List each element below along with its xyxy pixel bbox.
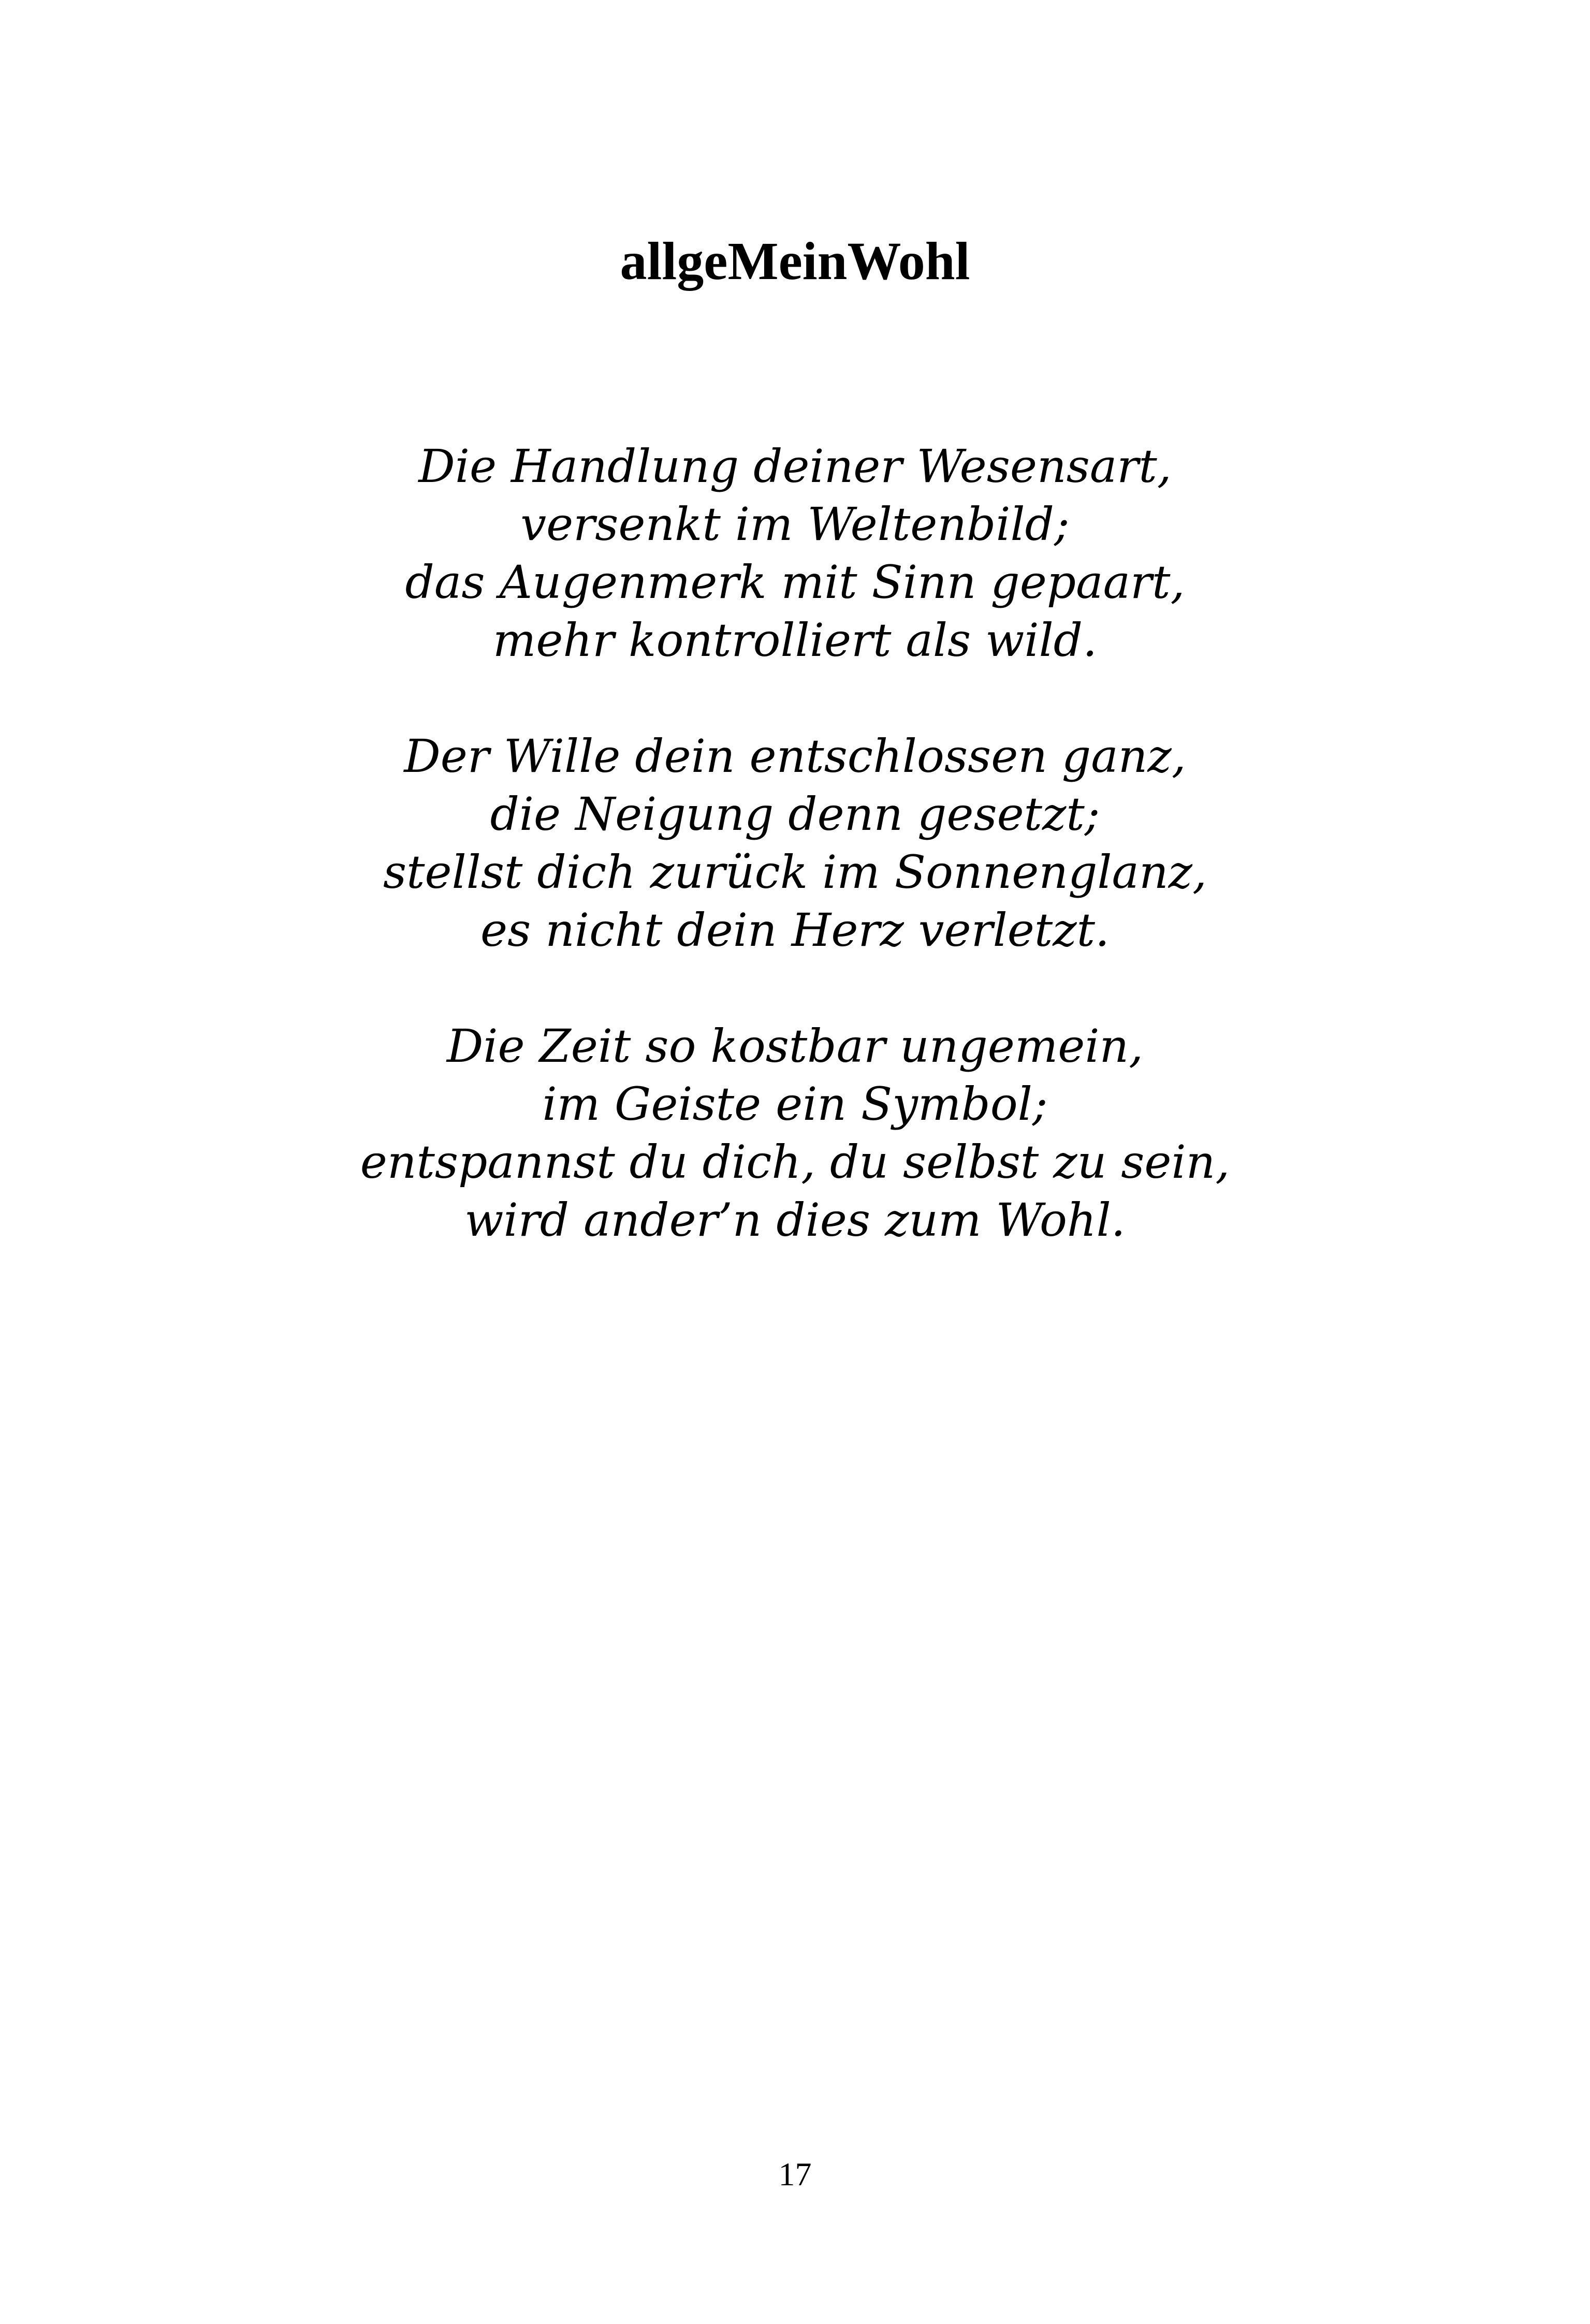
poem-line: Die Zeit so kostbar ungemein, xyxy=(446,1019,1144,1073)
poem-title: allgeMeinWohl xyxy=(620,231,970,291)
poem-line: stellst dich zurück im Sonnenglanz, xyxy=(383,845,1207,899)
poem-line: die Neigung denn gesetzt; xyxy=(490,787,1100,841)
poem-line: mehr kontrolliert als wild. xyxy=(492,613,1098,667)
poem-body xyxy=(0,437,1590,1307)
poem-line: versenkt im Weltenbild; xyxy=(520,498,1070,551)
poem-line: das Augenmerk mit Sinn gepaart, xyxy=(405,556,1185,609)
stanza-3 xyxy=(0,1017,1590,1249)
poem-line: entspannst du dich, du selbst zu sein, xyxy=(360,1135,1230,1189)
poem-line: wird ander’n dies zum Wohl. xyxy=(464,1193,1126,1247)
stanza-2 xyxy=(0,727,1590,959)
poem-line: es nicht dein Herz verletzt. xyxy=(480,903,1110,957)
poem-line: im Geiste ein Symbol; xyxy=(542,1077,1048,1131)
page-number: 17 xyxy=(778,2156,812,2193)
stanza-1 xyxy=(0,437,1590,669)
poem-line: Der Wille dein entschlossen ganz, xyxy=(404,729,1186,783)
poem-line: Die Handlung deiner Wesensart, xyxy=(418,440,1172,493)
